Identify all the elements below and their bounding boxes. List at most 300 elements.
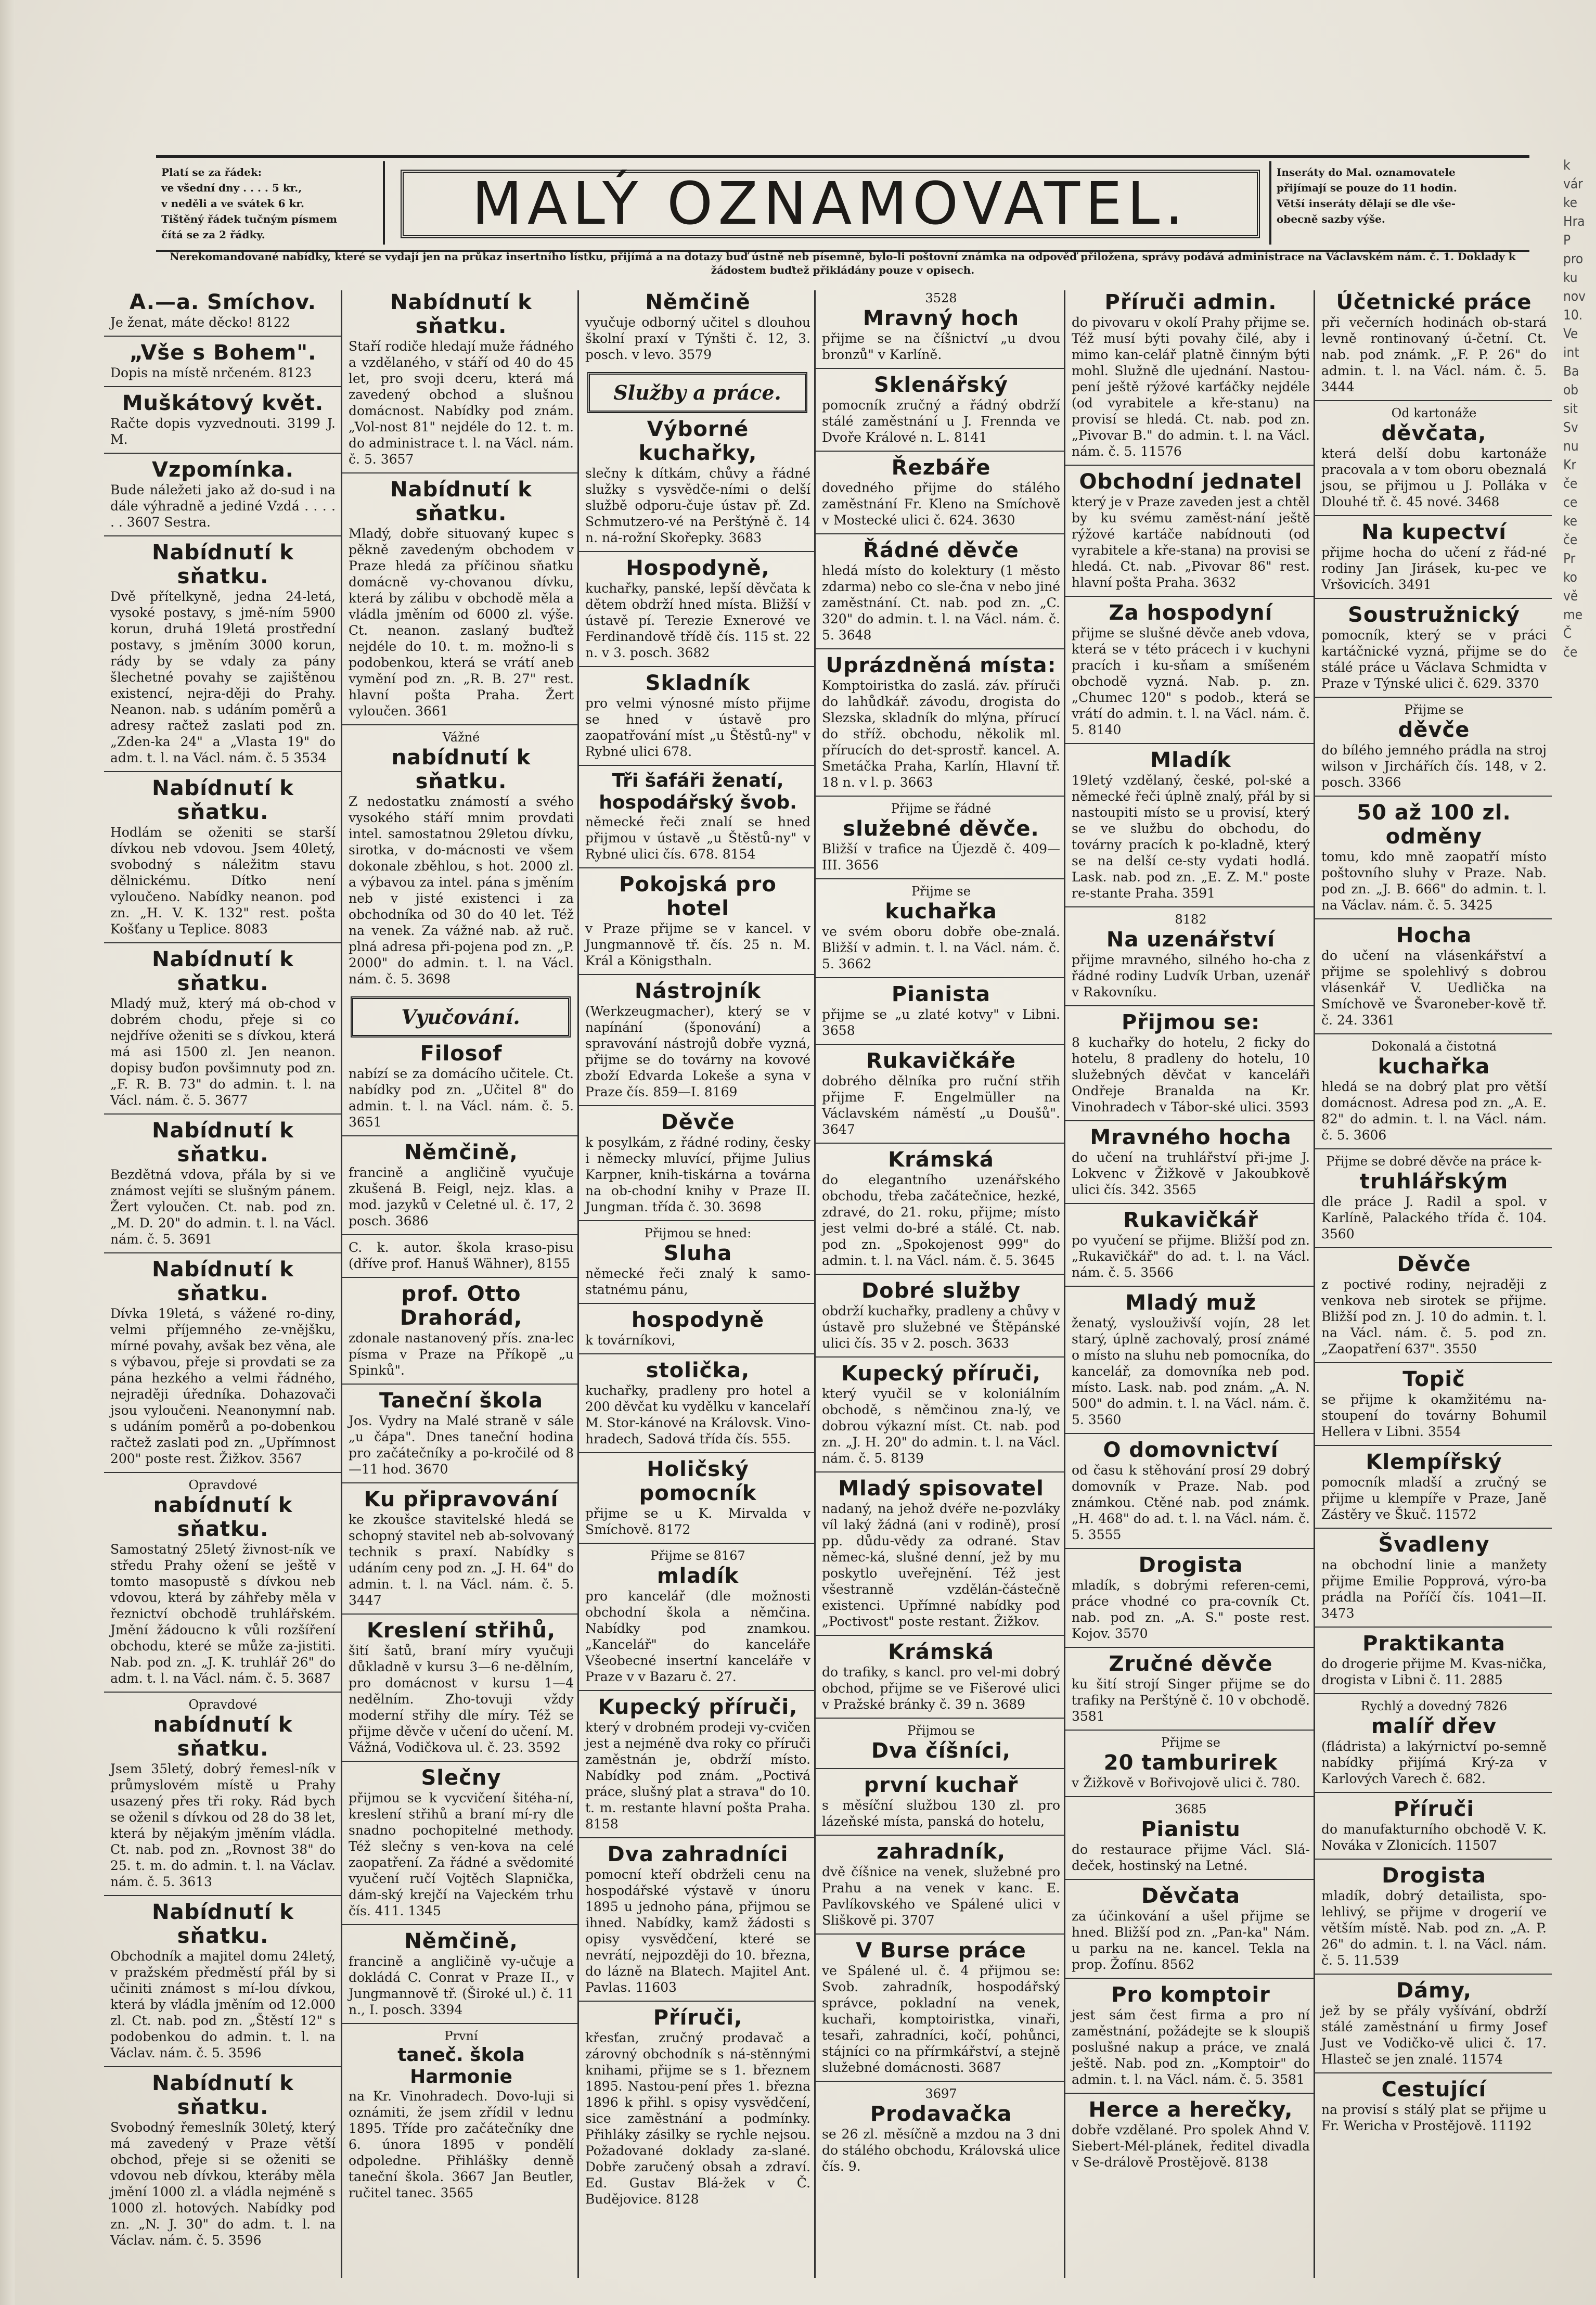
ad-body: německé řeči znalý k samo-statnému pánu, [585,1266,810,1297]
classified-ad [816,2081,1065,2180]
ad-heading: Mladík [1150,748,1231,772]
ad-body: (fládrista) a lakýrnictví po-semně nabídky přijímá Krý-za v Karlových Varech č. 682. [1321,1739,1547,1786]
classified-ad [579,765,816,867]
ad-heading: Příruči [1393,1797,1475,1821]
classified-ad [816,1356,1065,1471]
ad-body: pomocník mladší a zručný se přijme u klempíře v Praze, Janě Zástěry ve Škuč. 11572 [1321,1475,1547,1522]
ad-body: mladík, s dobrými referen-cemi, práce vhodné co pra-covník Ct. nab. pod zn. „A. S." poste rest. Kojov. 3570 [1072,1578,1310,1641]
ad-body: z poctivé rodiny, nejraději z venkova neb sirotek se přijme. Bližší pod zn. J. 10 do admin. t. l. na Václ. nám. č. 5. pod zn. „Zaopatření 637". 3550 [1321,1277,1547,1356]
ad-heading: „Vše s Bohem". [129,341,317,365]
ad-body: která delší dobu kartonáže pracovala a v tom oboru obeznalá jsou, se přijmou u J. Polláka v Dlouhé tř. č. 45 nové. 3468 [1321,446,1547,509]
ad-preheading: Přijme se řádné [891,801,992,816]
classified-ad [579,1452,816,1543]
classified-ad [104,771,341,942]
ad-body: se 26 zl. měsíčně a mzdou na 3 dni do stálého obchodu, Královská ulice čís. 9. [822,2127,1060,2174]
ad-heading: Herce a herečky, [1088,2098,1293,2122]
ad-heading: Mladý spisovatel [838,1477,1044,1501]
ad-heading: Pianista [891,982,991,1006]
ad-heading: Za hospodyní [1109,601,1273,625]
ad-heading: Kreslení střihů, [366,1619,556,1643]
classified-ad [342,1234,579,1277]
bleed-fragment: nov [1563,289,1586,304]
classified-ad [579,1543,816,1690]
classified-ad [1065,596,1315,743]
ad-heading: Obchodní jednatel [1079,470,1303,494]
info-line: přijímají se pouze do 11 hodin. [1277,182,1457,194]
ad-preheading: Dokonalá a čistotná [1371,1039,1497,1054]
ad-body: do elegantního uzenářského obchodu, třeba začátečnice, hezké, zdravé, do 21. roku, přijme; místo jest velmi do-bré a stálé. Ct. nab. pod zn. „Spokojenost 999" do admin. t. l. na Václ. nám. č. 5. 3645 [822,1172,1060,1268]
ad-body: Samostatný 25letý živnost-ník ve středu Prahy ožení se ještě v tomto masopustě s dívkou neb vdovou, která by záhřeby měla v řeznictví obchodě truhlářském. Jmění žádoucno k vůli rozšíření obchodu, které se může za-jistiti. Nab. pod zn. „J. K. truhlář 26" do adm. t. l. na Václ. nám. č. 5. 3687 [110,1542,336,1686]
ad-heading: děvče [1398,718,1470,742]
ad-heading: Účetnické práce [1336,290,1532,314]
ad-body: dobrého dělníka pro ruční střih přijme F. Engelmüller na Václavském náměstí „u Doušů". 3647 [822,1073,1060,1137]
ad-body: přijme se na číšnictví „u dvou bronzů" v Karlíně. [822,331,1060,362]
classified-ad [104,386,341,453]
classified-ad [1065,1433,1315,1548]
bleed-fragment: ko [1563,570,1577,585]
ad-heading: Řádné děvče [863,539,1019,562]
ad-body: vyučuje odborný učitel s dlouhou školní praxí v Týnšti č. 12, 3. posch. v levo. 3579 [585,315,810,362]
bleed-fragment: int [1563,345,1579,361]
ad-heading: Krámská [888,1640,994,1664]
ad-body: hledá se na dobrý plat pro větší domácnost. Adresa pod zn. „A. E. 82" do admin. t. l. na Václ. nám. č. 5. 3606 [1321,1079,1547,1143]
ad-heading: Dva zahradníci [607,1842,789,1866]
ad-body: tomu, kdo mně zaopatří místo poštovního sluhy v Praze. Nab. pod zn. „J. B. 666" do admin. t. l. na Václav. nám. č. 5. 3425 [1321,849,1547,913]
ad-body: který vyučil se v koloniálním obchodě, s němčinou zna-lý, ve dobrou výkazní míst. Ct. nab. pod zn. „J. H. 20" do admin. t. l. na Václ. nám. č. 5. 8139 [822,1386,1060,1466]
ad-body: Hodlám se oženiti se starší dívkou neb vdovou. Jsem 40letý, svobodný s náležitm stavu dělnickému. Dítko není vyloučeno. Nabídky neanon. pod zn. „H. V. K. 132" rest. pošta Košťany u Teplice. 8083 [110,825,336,937]
ad-heading: Na uzenářství [1106,928,1276,952]
ad-heading: nabídnutí k sňatku. [153,1713,293,1761]
ad-heading: Nabídnutí k sňatku. [152,1258,294,1305]
ad-heading: Příruči admin. [1104,290,1277,314]
ad-body: za účinkování a ušel přijme se hned. Bližší pod zn. „Pan-ka" Nám. u parku na ne. kancel. Tekla na prop. Žofínu. 8562 [1072,1909,1310,1972]
ad-body: který v drobném prodeji vy-cvičen jest a nejméně dva roky co příruči zaměstnán je, obdrží místo. Nabídky pod znám. „Poctivá práce, slušný plat a strava" do 10. t. m. restante hlavní pošta Praha. 8158 [585,1720,810,1832]
ad-body: při večerních hodinách ob-stará levně rontinovaný ú-četní. Ct. nab. pod známk. „F. P. 26" do admin. t. l. na Václ. nám. č. 5. 3444 [1321,315,1547,394]
ad-body: dvě číšnice na venek, služebné pro Prahu a na venek v kanc. E. Pavlíkovského ve Spálené ulici v Sliškově pi. 3707 [822,1864,1060,1928]
ad-body: přijme hocha do učení z řád-né rodiny Jan Jirásek, ku-pec ve Vršovicích. 3491 [1321,545,1547,592]
ad-body: ženatý, vyslouživší vojín, 28 let starý, úplně zachovalý, prosí známé o místo na sluhu neb pomocníka, do kancelář, za domovníka neb pod. místo. Lask. nab. pod znám. „A. N. 500" do admin. t. l. na Václ. nám. č. 5. 3560 [1072,1315,1310,1427]
ad-heading: Pokojská pro hotel [619,873,777,920]
ad-heading: Výborné kuchařky, [638,417,757,465]
ad-preheading: První [444,2029,478,2043]
ad-heading: Krámská [888,1148,994,1172]
classified-ad [1065,1978,1315,2093]
ad-body: kuchařky, pradleny pro hotel a 200 děvčat ku vydělku v kancelaří M. Stor-kánové na Královsk. Vino-hradech, Sadová třída čís. 555. [585,1383,810,1446]
ad-preheading: Přijmou se hned: [644,1226,752,1240]
bleed-fragment: me [1563,607,1583,623]
ad-body: na obchodní linie a manžety přijme Emilie Popprová, výro-ba prádla na Poříčí čís. 1041—II. 3473 [1321,1557,1547,1621]
classified-ad [1315,2072,1552,2139]
ad-body: jež by se přály vyšívání, obdrží stálé zaměstnání u firmy Josef Just ve Vodičko-vě ulici č. 17. Hlasteč se jen znalé. 11574 [1321,2003,1547,2067]
ad-body: který je v Praze zaveden jest a chtěl by ku svému zaměst-nání ještě rýžové kartáče nabídnouti (od vyrabitele a kře-stana) na provisi se hledá. Ct. nab. „Pivovar 86" rest. hlavní pošta Praha. 3632 [1072,494,1310,590]
ad-body: šití šatů, braní míry vyučuji důkladně v kursu 3—6 ne-dělním, pro domácnost v kursu 1—4 nedělním. Zho-tovuji vždy moderní střihy dle míry. Též se přijme děvče v učení do učení. M. Vážná, Vodičkova ul. č. 23. 3592 [349,1643,574,1755]
bleed-fragment: Č [1563,626,1572,642]
ad-heading: Dobré služby [861,1279,1021,1303]
classified-ad [342,1277,579,1384]
classified-ad [579,2001,816,2212]
ad-preheading: 3697 [925,2086,957,2101]
classified-ad [342,1384,579,1482]
classified-ad [1315,1693,1552,1792]
bleed-fragment: sit [1563,401,1578,417]
bleed-fragment: Ve [1563,326,1578,342]
ad-heading: Nabídnutí k sňatku. [152,776,294,824]
bleed-fragment: P [1563,233,1571,248]
classified-ad [1315,1528,1552,1627]
classified-ad [816,1044,1065,1143]
classified-ad [579,974,816,1105]
classified-ad [104,2066,341,2253]
ad-body: přijme se slušné děvče aneb vdova, která se v této prácech i v kuchyni pracích i ku-sňam a smíšeném obchodě vyzná. Nab. p. zn. „Chumec 120" s podob., která se vrátí do admin. t. l. na Václ. nám. č. 5. 8140 [1072,625,1310,737]
classified-ad [1065,1647,1315,1730]
ad-heading: V Burse práce [856,1939,1026,1963]
ad-body: Račte dopis vyzvednouti. 3199 J. M. [110,416,336,447]
classified-ad [1315,1974,1552,2072]
ad-heading: Nabídnutí k sňatku. [152,1900,294,1948]
classified-ad [816,290,1065,368]
ad-heading: Nabídnutí k sňatku. [152,1119,294,1167]
ad-heading: Nabídnutí k sňatku. [390,478,532,526]
classified-ad [342,1042,579,1135]
ad-heading: Dámy, [1396,1979,1472,2003]
ad-heading: Přijmou se: [1122,1010,1260,1034]
classified-ad [816,977,1065,1044]
masthead-info-box [1269,161,1529,245]
ad-heading: Skladník [645,671,751,695]
classified-ad [342,1482,579,1614]
ad-body: Z nedostatku známostí a svého vysokého stáří mnim provdati intel. samostatnou 29letou dívku, sirotka, v do-mácnosti ve všem dokonale zběhlou, s hot. 2000 zl. a výbavou za intel. pána s jměním neb v jisté existenci i za obchodníka od 30 do 40 let. Též na venek. Za vážné nab. až ruč. plná adresa při-pojena pod zn. „P. 2000" do admin. t. l. na Václ. nám. č. 5. 3698 [349,794,574,987]
classified-ad [816,1635,1065,1718]
bleed-fragment: če [1563,476,1578,492]
ad-body: kuchařky, panské, lepší děvčata k dětem obdrží hned místa. Bližší v ústavě pí. Terezie Exnerové ve Ferdinandově třídě čís. 115 st. 22 n. v 3. posch. 3682 [585,581,810,660]
ad-body: zdonale nastanovený přís. zna-lec písma v Praze na Příkopě „u Spinků". [349,1330,574,1378]
ad-body: hledá místo do kolektury (1 město zdarma) nebo co sle-čna v nebo jiné zaměstnání. Ct. nab. pod zn. „C. 320" do admin. t. l. na Václ. nám. č. 5. 3648 [822,563,1060,643]
ad-heading: Ku připravování [364,1488,559,1512]
classified-ad [816,533,1065,648]
classified-ad [1315,1033,1552,1148]
ad-body: francině a angličině vy-učuje a dokládá C. Conrat v Praze II., v Jungmannově tř. (Široké ul.) č. 11 n., I. posch. 3394 [349,1954,574,2017]
ad-column [341,290,579,2278]
price-line: ve všední dny . . . . 5 kr., [161,182,302,194]
ad-preheading: Přijme se dobré děvče na práce k- [1326,1154,1542,1169]
ad-heading: Drogista [1382,1864,1486,1888]
ad-body: na provisí s stálý plat se přijme u Fr. Wericha v Prostějově. 11192 [1321,2102,1547,2133]
adjacent-page-bleed [1563,156,1594,2289]
ad-body: dovedného přijme do stálého zaměstnání Fr. Kleno na Smíchově v Mostecké ulici č. 624. 3630 [822,480,1060,528]
ad-body: Bezdětná vdova, přála by si ve známost vejíti se slušným pánem. Žert vyloučen. Ct. nab. pod zn. „M. D. 20" do admin. t. l. na Václ. nám. č. 5. 3691 [110,1167,336,1247]
ad-body: Svobodný řemeslník 30letý, který má zavedený v Praze větší obchod, přeje si se oženiti se vdovou neb dívkou, kteráby měla jmění 1000 zl. a vládla nejméně s 1000 zl. hotových. Nabídky pod zn. „N. J. 30" do adm. t. l. na Václav. nám. č. 5. 3596 [110,2120,336,2248]
ad-heading: mladík [657,1564,739,1588]
classified-ad [816,796,1065,878]
classified-ad [104,1692,341,1895]
ad-column [814,290,1065,2278]
classified-ad [1315,290,1552,400]
ad-heading: Němčině [645,290,751,314]
bleed-fragment: Kr [1563,457,1576,473]
ad-heading: Uprázdněná místa: [826,654,1057,677]
classified-ad [579,551,816,666]
ad-heading: Děvče [1397,1252,1471,1276]
ad-body: přijme se „u zlaté kotvy" v Libni. 3658 [822,1007,1060,1038]
classified-ad [1315,796,1552,918]
classified-ad [104,942,341,1113]
classified-ad [1065,1005,1315,1120]
ad-heading: Mravný hoch [863,306,1020,330]
ad-body: k továrníkovi, [585,1333,676,1348]
ad-heading: Vzpomínka. [151,458,294,482]
ad-body: C. k. autor. škola kraso-pisu (dříve prof. Hanuš Wähner), 8155 [349,1240,574,1271]
ad-heading: Rukavičkář [1123,1208,1258,1232]
classified-ad [579,1105,816,1220]
ad-heading: Nabídnutí k sňatku. [152,947,294,995]
classified-ad [579,417,816,551]
ad-body: 19letý vzdělaný, české, pol-ské a německé řeči úplně znalý, přál by si nastoupiti místo se u provisí, který se ve službu do obchodu, do továrny pracích k po-kladně, který se na delší ce-sty vydati hodlá. Lask. nab. pod zn. „E. Z. M." poste re-stante Praha. 3591 [1072,773,1310,901]
ad-body: Dopis na místě nrčeném. 8123 [110,365,312,380]
classified-ad [104,535,341,771]
classified-ad [1315,1792,1552,1859]
ad-heading: Sklenářský [874,373,1008,397]
bleed-fragment: ku [1563,270,1578,286]
classified-ad [816,648,1065,796]
price-line: Tištěný řádek tučným písmem [161,213,337,225]
ad-body: do trafiky, s kancl. pro vel-mi dobrý obchod, přijme se ve Fišerové ulici v Pražské bránky č. 39 n. 3689 [822,1664,1060,1712]
bleed-fragment: pro [1563,251,1584,267]
ad-heading: Nabídnutí k sňatku. [152,541,294,588]
info-line: obecně sazby výše. [1277,213,1385,225]
ad-body: k posylkám, z řádné rodiny, česky i německy mluvící, přijme Julius Karpner, knih-tiskárna a továrna na ob-chodní knihy v Praze II. Jungman. třída č. 30. 3698 [585,1135,810,1214]
ad-body: pomocní kteří obdrželi cenu na hospodářské výstavě v únoru 1895 u jednoho pána, přijmou se ihned. Nabídky, kamž žádosti s opisy vysvědčení, které se nevrátí, nejpozději do 10. března, do lázně na Blatech. Majitel Ant. Pavlas. 11603 [585,1867,810,1995]
ad-body: dle práce J. Radil a spol. v Karlíně, Palackého třída č. 104. 3560 [1321,1194,1547,1241]
ad-heading: A.—a. Smíchov. [130,290,316,314]
ad-heading: Nástrojník [634,979,762,1003]
classified-ad [1065,906,1315,1005]
bleed-fragment: Hra [1563,214,1585,229]
ad-body: křesťan, zručný prodavač a zárovný obchodník s ná-stěnnými knihami, přijme se s 1. březnem 1895. Nastou-pení přes 1. března 1896 k přihl. s opisy vysvědčení, sice zaměstnání a podmínky. Přihláky zásilky se rychle nejsou. Požadované doklady za-slané. Dobře zaručený obsah a zdraví. Ed. Gustav Blá-žek v Č. Budějovice. 8128 [585,2030,810,2207]
classified-ad [1315,515,1552,598]
classified-ad [1065,1548,1315,1647]
classified-ad [1065,465,1315,596]
ad-heading: stolička, [646,1359,750,1382]
ad-heading: Slečny [421,1766,501,1790]
ad-heading: Tři šafáři ženatí, hospodářský švob. [599,770,797,813]
ad-heading: kuchařka [1378,1055,1490,1079]
classified-ad [342,1924,579,2023]
ad-heading: Prodavačka [870,2102,1012,2126]
ad-body: do manufakturního obchodě V. K. Nováka v Zlonicích. 11507 [1321,1822,1547,1853]
ad-column [577,290,816,2278]
classified-ad [816,1835,1065,1933]
classified-ad [579,1837,816,2001]
ad-heading: Hocha [1396,924,1472,947]
price-line: Platí se za řádek: [161,166,262,178]
ad-preheading: 8182 [1175,912,1207,927]
ad-heading: Němčině, [404,1929,518,1953]
ad-heading: děvčata, [1381,421,1487,445]
ad-heading: truhlářským [1359,1170,1509,1194]
ad-preheading: Opravdové [188,1478,258,1492]
bleed-fragment: nu [1563,439,1579,454]
ad-heading: hospodyně [631,1308,765,1332]
ad-heading: Pro komptoir [1111,1983,1270,2007]
classified-ad [1315,1859,1552,1974]
ad-heading: Němčině, [404,1141,518,1164]
masthead-price-box [156,161,385,245]
classified-ad [1315,598,1552,697]
ad-heading: Muškátový květ. [122,391,324,415]
section-heading: Služby a práce. [587,372,807,413]
ad-body: jest sám čest firma a pro ní zaměstnání, požádejte se k sloupiš poslušné nakup a práce, ve znalá ještě. Nab. pod zn. „Komptoir" do admin. t. l. na Václ. nám. č. 5. 3581 [1072,2007,1310,2087]
classified-ad [1315,1247,1552,1362]
ad-body: Dvě přítelkyně, jedna 24-letá, vysoké postavy, s jmě-ním 5900 korun, druhá 19letá prostřední postavy, s jměním 3000 korun, rády by se vdaly za pány šlechetné povahy se zajištěnou existencí, nejra-ději do Prahy. Neanon. nab. s udáním poměrů a adresy račtež zaslati pod zn. „Zden-ka 24" a „Vlasta 19" do adm. t. l. na Václ. nám. č. 5 3534 [110,589,336,765]
classified-ad [579,666,816,765]
classified-ad [1065,1203,1315,1286]
classified-ad [1065,1730,1315,1796]
classified-ad [104,336,341,386]
ad-body: Jos. Vydry na Malé straně v sále „u čápa". Dnes taneční hodina pro začátečníky a po-kročilé od 8—11 hod. 3670 [349,1413,574,1477]
ad-body: obdrží kuchařky, pradleny a chůvy v ústavě pro služebné ve Štěpánské ulici čís. 35 v 2. posch. 3633 [822,1303,1060,1351]
ad-body: v Žižkově v Bořivojově ulici č. 780. [1072,1775,1301,1790]
ad-heading: nabídnutí k sňatku. [153,1493,293,1541]
ad-preheading: 3528 [925,291,957,305]
ad-body: nabízí se za domácího učitele. Ct. nabídky pod zn. „Učitel 8" do admin. t. l. na Václ. nám. č. 5. 3651 [349,1066,574,1130]
ad-body: Staří rodiče hledají muže řádného a vzdělaného, v stáří od 40 do 45 let, pro svoji dceru, která má zavedený obchod a slušnou domácnost. Nabídky pod znám. „Vol-nost 81" nejdéle do 12. t. m. do administrace t. l. na Václ. nám. č. 5. 3657 [349,339,574,467]
ad-preheading: 3685 [1175,1802,1207,1816]
classified-ad [342,724,579,992]
ad-body: přijme se u K. Mirvalda v Smíchově. 8172 [585,1506,810,1537]
ad-body: přijmou se k vycvičení šitéha-ní, kreslení střihů a braní mí-ry dle snadno pochopitelné methody. Též slečny s ven-kova na celé zaopatření. Za řádné a svědomité vyučení ručí Vojtěch Slapnička, dám-ský krejčí na Vajeckém trhu čís. 411. 1345 [349,1790,574,1918]
price-line: čítá se za 2 řádky. [161,228,265,241]
ad-body: pro velmi výnosné místo přijme se hned v ústavě pro zaopatřování míst „u Štěstů-ny" v Rybné ulici 678. [585,696,810,759]
classified-ad [816,451,1065,533]
ad-preheading: Od kartonáže [1391,406,1477,420]
ad-heading: Praktikanta [1362,1632,1505,1656]
ad-body: 8 kuchařky do hotelu, 2 ficky do hotelu, 8 pradleny do hotelu, 10 služebných děvčat v kanceláři Ondřeje Branalda na Kr. Vinohradech v Tábor-ské ulici. 3593 [1072,1035,1310,1115]
info-line: Inseráty do Mal. oznamovatele [1277,166,1456,178]
classified-ad [579,1353,816,1452]
ad-column [104,290,341,2278]
ad-heading: Švadleny [1378,1533,1490,1557]
classified-ad [342,2023,579,2206]
classified-ad [104,290,341,336]
ad-body: Bližší v trafice na Újezdě č. 409—III. 3656 [822,841,1060,873]
classified-ad [1065,743,1315,906]
ad-body: na Kr. Vinohradech. Dovo-luji si oznámiti, že jsem zřídil v lednu 1895. Tříde pro začátečníky dne 6. února 1895 v pondělí odpoledne. Přihlášky denně taneční škola. 3667 Jan Beutler, ručitel tanec. 3565 [349,2089,574,2200]
ad-body: Obchodník a majitel domu 24letý, v pražském předměstí přál by si učiniti známost s mí-lou dívkou, která by vládla jměním od 12.000 zl. Ct. nab. pod zn. „Štěstí 12" s podobenkou do admin. t. l. na Václav. nám. č. 5. 3596 [110,1949,336,2060]
ad-heading: kuchařka [885,900,997,924]
bleed-fragment: k [1563,158,1571,173]
ad-body: do učení na truhlářství při-jme J. Lokvenc v Žižkově v Jakoubkově ulici čís. 342. 3565 [1072,1150,1310,1197]
ad-heading: Soustružnický [1348,603,1520,627]
ad-preheading: Přijme se 8167 [650,1548,745,1563]
classified-ad [342,1761,579,1924]
bleed-fragment: če [1563,645,1578,660]
classified-ad [816,1718,1065,1768]
ad-heading: Zručné děvče [1109,1652,1273,1676]
ad-body: Komptoiristka do zaslá. záv. příruči do lahůdkář. závodu, drogista do Slezska, skladník do mlýna, přírucí do stříž. obchodu, několik ml. přírucích do det-sprostř. kancel. A. Smetáčka Praha, Karlín, Hlavní tř. 18 n. v l. p. 3663 [822,678,1060,790]
classified-ad [104,1252,341,1472]
classified-ad [1315,1627,1552,1693]
ad-body: do pivovaru v okolí Prahy přijme se. Též musí býti povahy čilé, aby i mimo kan-celář platně činným býti mohl. Služně dle ujednání. Nastou-pení ještě rýžové karťáčky nejdéle (od vyrabitele a kře-stanu) na provisí se hledá. Ct. nab. pod zn. „Pivovar B." do admin. t. l. na Václ. nám. č. 5. 11576 [1072,315,1310,459]
ad-heading: O domovnictví [1103,1438,1279,1462]
ad-heading: Kupecký příruči, [841,1362,1041,1386]
bleed-fragment: vě [1563,588,1578,604]
bleed-fragment: 10. [1563,308,1583,323]
ad-preheading: Přijmou se [907,1723,975,1738]
ad-heading: zahradník, [876,1840,1006,1864]
classified-ad [816,1143,1065,1274]
masthead-note: Nerekomandované nabídky, které se vydají jen na průkaz insertního lístku, přijímá a na dotazy buď ústně neb písemně, bylo-li poštovní známka na odpověď přiložena, správy podává administrace na Václavském nám. č. 1. Doklady k žádostem buďtež přikládány pouze v opisech. [170,250,1516,276]
ad-body: Mladý muž, který má ob-chod v dobrém chodu, přeje si co nejdříve oženiti se s dívkou, která má asi 1500 zl. Jen neanon. dopisy buďon povšimnuty pod zn. „F. R. B. 73" do admin. t. l. na Václ. nám. č. 5. 3677 [110,996,336,1108]
classified-ad [816,1471,1065,1635]
ad-columns [104,290,1550,2278]
section-heading: Vyučování. [351,996,571,1038]
ad-heading: Pianistu [1141,1817,1241,1841]
ad-heading: Drogista [1138,1553,1243,1577]
ad-heading: Kupecký příruči, [598,1695,798,1719]
classified-ad [104,1472,341,1692]
bleed-fragment: Pr [1563,551,1576,567]
classified-ad [342,1135,579,1234]
ad-body: nadaný, na jehož dvéře ne-pozvláky víl laký žádná (ani v rodině), prosí pp. důdu-vědy za odrané. Stav němec-ká, slušné denní, jež by mu poskytlo uveřejnění. Též jest všestranně vzdělán-částečně existenci. Upřímné nabídky pod „Poctivost" poste restant. Žižkov. [822,1501,1060,1629]
ad-body: ve svém oboru dobře obe-znalá. Bližší v admin. t. l. na Václ. nám. č. 5. 3662 [822,924,1060,971]
classified-ad [1315,918,1552,1033]
classified-ad [579,1690,816,1837]
bleed-fragment: ce [1563,495,1578,510]
ad-body: do restaurace přijme Václ. Slá-deček, hostinský na Letné. [1072,1842,1310,1873]
bleed-fragment: ke [1563,514,1578,529]
ad-heading: první kuchař [864,1773,1019,1797]
classified-ad [816,368,1065,451]
classified-ad [816,1274,1065,1356]
ad-body: slečny k dítkám, chůvy a řádné služky s vysvědče-ními o delší službě odporu-čuje ústav př. Zd. Schmutzero-vé na Perštýně č. 14 n. ná-rožní Skořepky. 3683 [585,466,810,545]
classified-ad [816,878,1065,977]
ad-body: ve Spálené ul. č. 4 přijmou se: Svob. zahradník, hospodářský správce, pokladní na venek, kuchaři, komptoiristka, vinaři, tesaři, zahradníci, kočí, pohůnci, stájníci co na přírmkářství, a stejně služebné domácnosti. 3687 [822,1963,1060,2075]
ad-body: pomocník, který se v práci kartáčnické vyzná, přijme se do stálé práce u Václava Schmidta v Praze v Týnské ulici č. 629. 3370 [1321,628,1547,691]
classified-ad [816,1768,1065,1835]
ad-heading: Topič [1402,1367,1465,1391]
classified-ad [104,1113,341,1252]
ad-heading: Příruči, [653,2006,743,2030]
classified-ad [1315,697,1552,796]
left-gutter [0,0,15,2305]
classified-ad [1315,1362,1552,1445]
classified-ad [1315,1445,1552,1528]
ad-heading: Taneční škola [379,1389,544,1413]
ad-body: francině a angličině vyučuje zkušená B. Feigl, nejz. klas. a mod. jazyků v Celetné ul. č. 17, 2 posch. 3686 [349,1165,574,1228]
ad-body: (Werkzeugmacher), který se v napínání (šponování) a spravování nástrojů dobře vyzná, přijme se do továrny na kovové zboží Edvarda Lokeše a syna v Praze čís. 859—I. 8169 [585,1004,810,1099]
ad-body: pomocník zručný a řádný obdrží stálé zaměstnání u J. Frennda ve Dvoře Králové n. L. 8141 [822,398,1060,445]
ad-heading: Řezbáře [891,456,991,480]
ad-column [1314,290,1552,2278]
masthead-title: MALÝ OZNAMOVATEL. [401,170,1260,238]
ad-body: přijme mravného, silného ho-cha z řádné rodiny Ludvík Urban, uzenář v Rakovníku. [1072,952,1310,1000]
ad-body: s měsíční službou 130 zl. pro lázeňské místa, panská do hotelu, [822,1798,1060,1829]
ad-heading: Nabídnutí k sňatku. [152,2071,294,2119]
classified-ad [104,453,341,535]
ad-preheading: Přijme se [1161,1735,1220,1750]
classified-ad [1065,290,1315,465]
classified-ad [342,472,579,724]
ad-heading: Cestující [1381,2078,1487,2102]
ad-heading: prof. Otto Drahorád, [400,1282,523,1330]
ad-heading: Rukavičkáře [866,1049,1016,1073]
classified-ad [342,290,579,472]
ad-heading: nabídnutí k sňatku. [391,746,531,793]
ad-body: dobře vzdělané. Pro spolek Ahnd V. Siebert-Mél-plánek, ředitel divadla v Se-drálově Prostějově. 8138 [1072,2122,1310,2170]
ad-heading: služebné děvče. [843,817,1039,841]
ad-heading: Mravného hocha [1090,1125,1292,1149]
classified-ad [1065,1120,1315,1203]
